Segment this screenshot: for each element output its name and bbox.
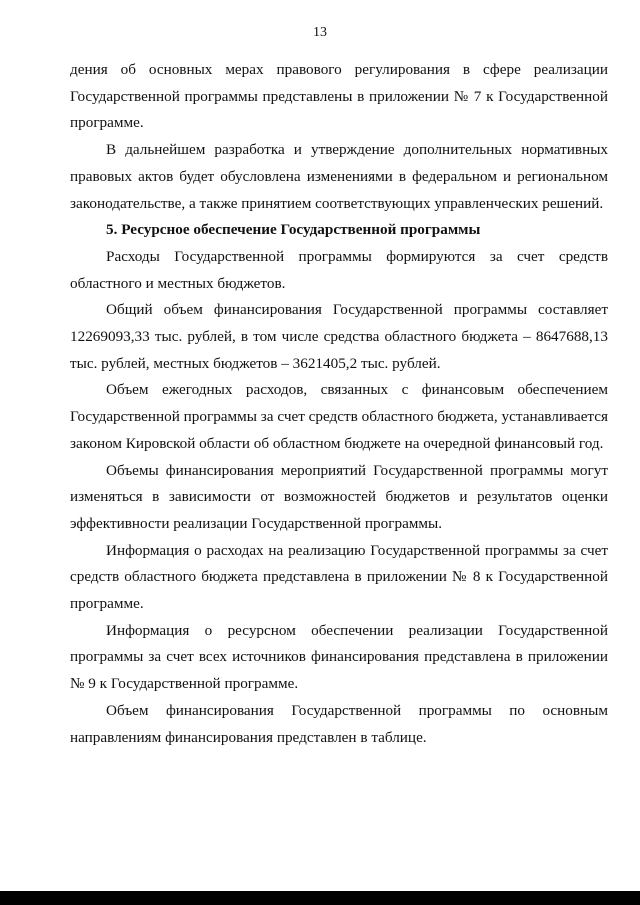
paragraph-normative-acts: В дальнейшем разработка и утверждение дополнительных нормативных правовых актов будет обусловлена изменениями в федеральном и региональном законодательстве, а также принятием соответствующих управленческих решений. (70, 141, 608, 212)
page-number: 13 (313, 25, 327, 40)
paragraph-total-financing: Общий объем финансирования Государственной программы составляет 12269093,33 тыс. рублей, в том числе средства областного бюджета – 8647688,13 тыс. рублей, местных бюджетов – 3621405,2 тыс. рублей. (70, 301, 608, 372)
paragraph-financing-changes: Объемы финансирования мероприятий Государственной программы могут изменяться в зависимости от возможностей бюджетов и результатов оценки эффективности реализации Государственной программы. (70, 461, 608, 532)
paragraph-table-reference: Объем финансирования Государственной программы по основным направлениям финансирования представлен в таблице. (70, 701, 608, 746)
paragraph-appendix-8: Информация о расходах на реализацию Государственной программы за счет средств областного бюджета представлена в приложении № 8 к Государственной программе. (70, 541, 608, 613)
document-body (70, 57, 608, 751)
paragraph-continuation: дения об основных мерах правового регулирования в сфере реализации Государственной программы представлены в приложении № 7 к Государственной программе. (70, 61, 608, 132)
paragraph-annual-expenses: Объем ежегодных расходов, связанных с финансовым обеспечением Государственной программы за счет средств областного бюджета, устанавливается законом Кировской области об областном бюджете на очередной финансовый год. (70, 381, 608, 452)
scan-bottom-border (0, 891, 640, 905)
paragraph-expenses-sources: Расходы Государственной программы формируются за счет средств областного и местных бюджетов. (70, 247, 608, 292)
paragraph-appendix-9: Информация о ресурсном обеспечении реализации Государственной программы за счет всех источников финансирования представлена в приложении № 9 к Государственной программе. (70, 621, 608, 693)
section-heading: 5. Ресурсное обеспечение Государственной программы (106, 221, 481, 239)
